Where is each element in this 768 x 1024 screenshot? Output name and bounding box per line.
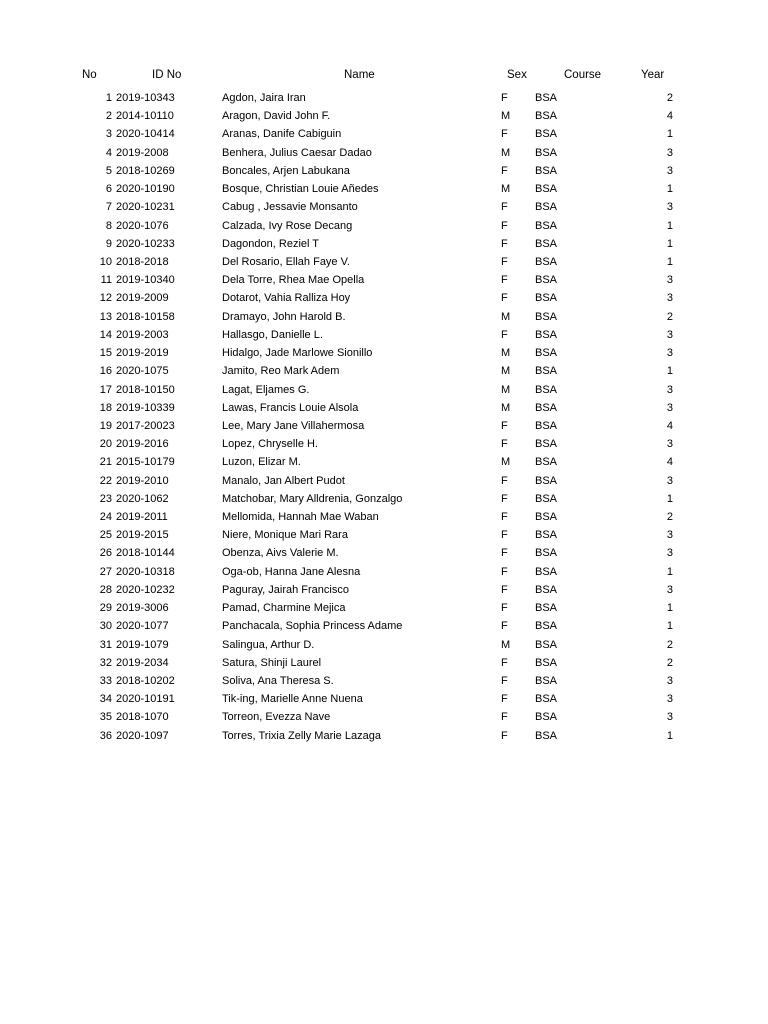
row-year: 3	[666, 675, 673, 687]
row-year: 2	[666, 310, 673, 323]
row-name: Mellomida, Hannah Mae Waban	[222, 511, 379, 524]
row-number: 14	[99, 328, 112, 341]
row-course: BSA	[535, 565, 558, 578]
row-course: BSA	[535, 201, 558, 214]
row-number: 22	[99, 474, 112, 487]
row-number: 31	[99, 638, 112, 651]
row-name: Jamito, Reo Mark Adem	[222, 365, 340, 378]
row-year: 4	[666, 110, 673, 123]
row-id-no: 2018-10269	[116, 164, 175, 177]
row-number: 16	[99, 365, 112, 378]
row-course: BSA	[535, 474, 558, 487]
row-number: 30	[99, 620, 112, 633]
row-year: 3	[666, 146, 673, 159]
row-number: 9	[105, 237, 112, 250]
row-year: 2	[666, 92, 673, 104]
row-year: 1	[666, 255, 673, 268]
row-number: 28	[99, 583, 112, 596]
table-row	[0, 583, 768, 601]
row-course: BSA	[535, 656, 558, 669]
row-name: Aranas, Danife Cabiguin	[222, 128, 342, 141]
row-year: 2	[666, 656, 673, 669]
table-row	[0, 619, 768, 637]
row-sex: M	[501, 183, 511, 196]
row-id-no: 2019-3006	[116, 602, 169, 615]
row-id-no: 2020-10414	[116, 128, 175, 141]
row-year: 3	[666, 547, 673, 560]
row-sex: F	[501, 711, 508, 724]
row-course: BSA	[535, 438, 558, 451]
row-sex: M	[501, 365, 511, 378]
table-row	[0, 528, 768, 546]
row-year: 3	[666, 328, 673, 341]
row-sex: F	[501, 255, 508, 268]
row-year: 3	[666, 438, 673, 451]
row-id-no: 2020-1097	[116, 729, 169, 742]
row-id-no: 2020-10318	[116, 565, 175, 578]
row-sex: F	[501, 292, 508, 305]
table-row	[0, 182, 768, 200]
row-course: BSA	[535, 128, 558, 141]
table-row	[0, 219, 768, 237]
table-row	[0, 546, 768, 564]
row-sex: F	[501, 729, 508, 742]
row-id-no: 2019-2016	[116, 438, 169, 451]
row-name: Dotarot, Vahia Ralliza Hoy	[222, 292, 351, 305]
row-name: Soliva, Ana Theresa S.	[222, 675, 334, 687]
table-row	[0, 364, 768, 382]
row-year: 1	[666, 620, 673, 633]
row-course: BSA	[535, 328, 558, 341]
row-id-no: 2019-1079	[116, 638, 169, 651]
row-id-no: 2020-1062	[116, 492, 169, 505]
row-sex: F	[501, 511, 508, 524]
row-sex: M	[501, 347, 511, 360]
row-year: 3	[666, 383, 673, 396]
row-course: BSA	[535, 583, 558, 596]
row-id-no: 2018-10144	[116, 547, 175, 560]
row-sex: F	[501, 620, 508, 633]
row-year: 3	[666, 529, 673, 542]
row-year: 3	[666, 201, 673, 214]
row-id-no: 2014-10110	[116, 110, 174, 123]
table-row	[0, 200, 768, 218]
row-year: 3	[666, 274, 673, 287]
table-row	[0, 656, 768, 674]
row-number: 11	[100, 274, 112, 287]
row-sex: F	[501, 419, 508, 432]
row-id-no: 2018-10158	[116, 310, 175, 323]
row-course: BSA	[535, 711, 558, 724]
row-name: Hallasgo, Danielle L.	[222, 328, 323, 341]
row-name: Satura, Shinji Laurel	[222, 656, 322, 669]
row-number: 17	[99, 383, 112, 396]
row-number: 20	[99, 438, 112, 451]
row-sex: F	[501, 547, 508, 560]
table-row	[0, 310, 768, 328]
row-year: 3	[666, 401, 673, 414]
row-sex: F	[501, 565, 508, 578]
row-course: BSA	[535, 492, 558, 505]
row-number: 29	[99, 602, 112, 615]
row-sex: F	[501, 164, 508, 177]
row-sex: F	[501, 656, 508, 669]
row-id-no: 2020-1076	[116, 219, 169, 232]
row-course: BSA	[535, 164, 558, 177]
row-id-no: 2019-2009	[116, 292, 169, 305]
row-name: Dela Torre, Rhea Mae Opella	[222, 274, 365, 287]
row-course: BSA	[535, 602, 558, 615]
row-course: BSA	[535, 146, 558, 159]
table-row	[0, 109, 768, 127]
row-course: BSA	[535, 255, 558, 268]
table-row	[0, 346, 768, 364]
row-sex: F	[501, 474, 508, 487]
row-course: BSA	[535, 274, 558, 287]
row-number: 5	[105, 164, 112, 177]
row-year: 3	[666, 292, 673, 305]
row-sex: F	[501, 675, 508, 687]
row-course: BSA	[535, 511, 558, 524]
table-header	[0, 69, 768, 85]
row-year: 1	[666, 565, 673, 578]
row-number: 13	[99, 310, 112, 323]
row-id-no: 2020-10232	[116, 583, 175, 596]
row-id-no: 2020-10191	[116, 693, 175, 706]
row-course: BSA	[535, 620, 558, 633]
row-name: Hidalgo, Jade Marlowe Sionillo	[222, 347, 373, 360]
row-name: Dramayo, John Harold B.	[222, 310, 346, 323]
header-year: Year	[641, 69, 665, 81]
row-number: 26	[99, 547, 112, 560]
table-row	[0, 455, 768, 473]
table-row	[0, 127, 768, 145]
row-name: Panchacala, Sophia Princess Adame	[222, 620, 403, 633]
row-id-no: 2019-10340	[116, 274, 175, 287]
row-name: Tik-ing, Marielle Anne Nuena	[222, 693, 363, 706]
row-name: Benhera, Julius Caesar Dadao	[222, 146, 372, 159]
row-id-no: 2020-10190	[116, 183, 175, 196]
row-name: Cabug , Jessavie Monsanto	[222, 201, 358, 214]
row-year: 1	[666, 602, 673, 615]
row-number: 19	[99, 419, 112, 432]
row-id-no: 2020-1077	[116, 620, 169, 633]
row-id-no: 2020-1075	[116, 365, 169, 378]
table-row	[0, 674, 768, 692]
row-name: Lee, Mary Jane Villahermosa	[222, 419, 365, 432]
row-number: 25	[99, 529, 112, 542]
row-id-no: 2015-10179	[116, 456, 175, 469]
row-sex: F	[501, 583, 508, 596]
row-course: BSA	[535, 729, 558, 742]
row-number: 6	[105, 183, 112, 196]
row-course: BSA	[535, 675, 558, 687]
row-number: 33	[99, 675, 112, 687]
row-number: 34	[99, 693, 112, 706]
row-number: 24	[99, 511, 112, 524]
row-id-no: 2019-10343	[116, 92, 175, 104]
header-course: Course	[564, 69, 602, 81]
row-name: Dagondon, Reziel T	[222, 237, 320, 250]
row-name: Pamad, Charmine Mejica	[222, 602, 346, 615]
row-sex: F	[501, 237, 508, 250]
table-row	[0, 291, 768, 309]
row-course: BSA	[535, 383, 558, 396]
row-number: 15	[99, 347, 112, 360]
row-course: BSA	[535, 693, 558, 706]
row-number: 7	[105, 201, 112, 214]
row-course: BSA	[535, 419, 558, 432]
row-course: BSA	[535, 219, 558, 232]
row-year: 1	[666, 365, 673, 378]
row-course: BSA	[535, 401, 558, 414]
row-id-no: 2020-10231	[116, 201, 175, 214]
row-course: BSA	[535, 456, 558, 469]
row-number: 12	[99, 292, 112, 305]
row-name: Lopez, Chryselle H.	[222, 438, 318, 451]
row-id-no: 2019-2034	[116, 656, 169, 669]
row-name: Torreon, Evezza Nave	[222, 711, 331, 724]
row-sex: F	[501, 92, 508, 104]
row-sex: F	[501, 492, 508, 505]
table-row	[0, 601, 768, 619]
row-sex: M	[501, 310, 511, 323]
row-number: 10	[99, 255, 112, 268]
row-number: 36	[99, 729, 112, 742]
row-id-no: 2020-10233	[116, 237, 175, 250]
row-number: 27	[99, 565, 112, 578]
row-id-no: 2018-2018	[116, 255, 169, 268]
row-name: Salingua, Arthur D.	[222, 638, 315, 651]
row-sex: F	[501, 529, 508, 542]
row-id-no: 2017-20023	[116, 419, 175, 432]
table-row	[0, 638, 768, 656]
row-sex: M	[501, 110, 511, 123]
row-year: 3	[666, 711, 673, 724]
table-row	[0, 492, 768, 510]
row-course: BSA	[535, 365, 558, 378]
table-row	[0, 164, 768, 182]
table-row	[0, 729, 768, 747]
row-year: 1	[666, 729, 673, 742]
table-row	[0, 255, 768, 273]
header-id-no: ID No	[152, 69, 182, 81]
row-course: BSA	[535, 638, 558, 651]
row-id-no: 2018-10202	[116, 675, 175, 687]
row-course: BSA	[535, 110, 558, 123]
row-year: 1	[666, 183, 673, 196]
row-course: BSA	[535, 547, 558, 560]
row-year: 3	[666, 693, 673, 706]
row-sex: F	[501, 693, 508, 706]
table-row	[0, 237, 768, 255]
row-year: 1	[666, 128, 673, 141]
row-course: BSA	[535, 92, 558, 104]
row-sex: M	[501, 401, 511, 414]
row-name: Paguray, Jairah Francisco	[222, 583, 349, 596]
row-id-no: 2019-10339	[116, 401, 175, 414]
row-id-no: 2019-2008	[116, 146, 169, 159]
row-name: Luzon, Elizar M.	[222, 456, 301, 469]
row-year: 4	[666, 456, 673, 469]
header-sex: Sex	[507, 69, 527, 81]
table-row	[0, 401, 768, 419]
row-number: 2	[105, 110, 112, 123]
table-row	[0, 328, 768, 346]
table-row	[0, 146, 768, 164]
row-id-no: 2019-2015	[116, 529, 169, 542]
row-course: BSA	[535, 347, 558, 360]
row-id-no: 2018-1070	[116, 711, 169, 724]
row-course: BSA	[535, 237, 558, 250]
row-year: 1	[666, 237, 673, 250]
row-name: Torres, Trixia Zelly Marie Lazaga	[222, 729, 381, 742]
row-name: Calzada, Ivy Rose Decang	[222, 219, 353, 232]
row-number: 3	[105, 128, 112, 141]
table-row	[0, 383, 768, 401]
row-number: 4	[105, 146, 112, 159]
table-row	[0, 474, 768, 492]
row-sex: F	[501, 274, 508, 287]
row-name: Del Rosario, Ellah Faye V.	[222, 255, 350, 268]
row-year: 1	[666, 492, 673, 505]
table-row	[0, 510, 768, 528]
row-year: 3	[666, 347, 673, 360]
row-sex: M	[501, 383, 511, 396]
row-id-no: 2019-2019	[116, 347, 169, 360]
row-sex: M	[501, 456, 511, 469]
row-sex: F	[501, 328, 508, 341]
row-year: 2	[666, 511, 673, 524]
row-name: Oga-ob, Hanna Jane Alesna	[222, 565, 361, 578]
row-name: Lawas, Francis Louie Alsola	[222, 401, 359, 414]
row-year: 1	[666, 219, 673, 232]
table-row	[0, 273, 768, 291]
row-sex: M	[501, 638, 511, 651]
row-name: Bosque, Christian Louie Añedes	[222, 183, 379, 196]
row-sex: F	[501, 128, 508, 141]
table-row	[0, 419, 768, 437]
row-number: 35	[99, 711, 112, 724]
row-number: 8	[105, 219, 112, 232]
row-name: Obenza, Aivs Valerie M.	[222, 547, 339, 560]
row-course: BSA	[535, 529, 558, 542]
row-name: Boncales, Arjen Labukana	[222, 164, 350, 177]
row-year: 3	[666, 474, 673, 487]
table-row	[0, 437, 768, 455]
row-name: Matchobar, Mary Alldrenia, Gonzalgo	[222, 492, 403, 505]
row-year: 3	[666, 583, 673, 596]
row-name: Lagat, Eljames G.	[222, 383, 310, 396]
row-number: 32	[99, 656, 112, 669]
table-row	[0, 692, 768, 710]
row-name: Agdon, Jaira Iran	[222, 92, 306, 104]
row-name: Niere, Monique Mari Rara	[222, 529, 348, 542]
row-course: BSA	[535, 292, 558, 305]
row-year: 2	[666, 638, 673, 651]
row-sex: F	[501, 219, 508, 232]
row-year: 3	[666, 164, 673, 177]
table-row	[0, 565, 768, 583]
row-number: 18	[99, 401, 112, 414]
row-year: 4	[666, 419, 673, 432]
row-sex: F	[501, 602, 508, 615]
row-name: Manalo, Jan Albert Pudot	[222, 474, 345, 487]
row-id-no: 2018-10150	[116, 383, 175, 396]
row-sex: F	[501, 201, 508, 214]
table-row	[0, 91, 768, 109]
row-id-no: 2019-2003	[116, 328, 169, 341]
header-no: No	[82, 69, 97, 81]
row-number: 21	[99, 456, 112, 469]
row-number: 1	[105, 92, 112, 104]
table-body	[0, 91, 768, 747]
row-id-no: 2019-2010	[116, 474, 169, 487]
table-row	[0, 710, 768, 728]
row-id-no: 2019-2011	[116, 511, 168, 524]
row-sex: M	[501, 146, 511, 159]
row-name: Aragon, David John F.	[222, 110, 331, 123]
row-number: 23	[99, 492, 112, 505]
row-course: BSA	[535, 310, 558, 323]
header-name: Name	[344, 69, 375, 81]
row-sex: F	[501, 438, 508, 451]
row-course: BSA	[535, 183, 558, 196]
